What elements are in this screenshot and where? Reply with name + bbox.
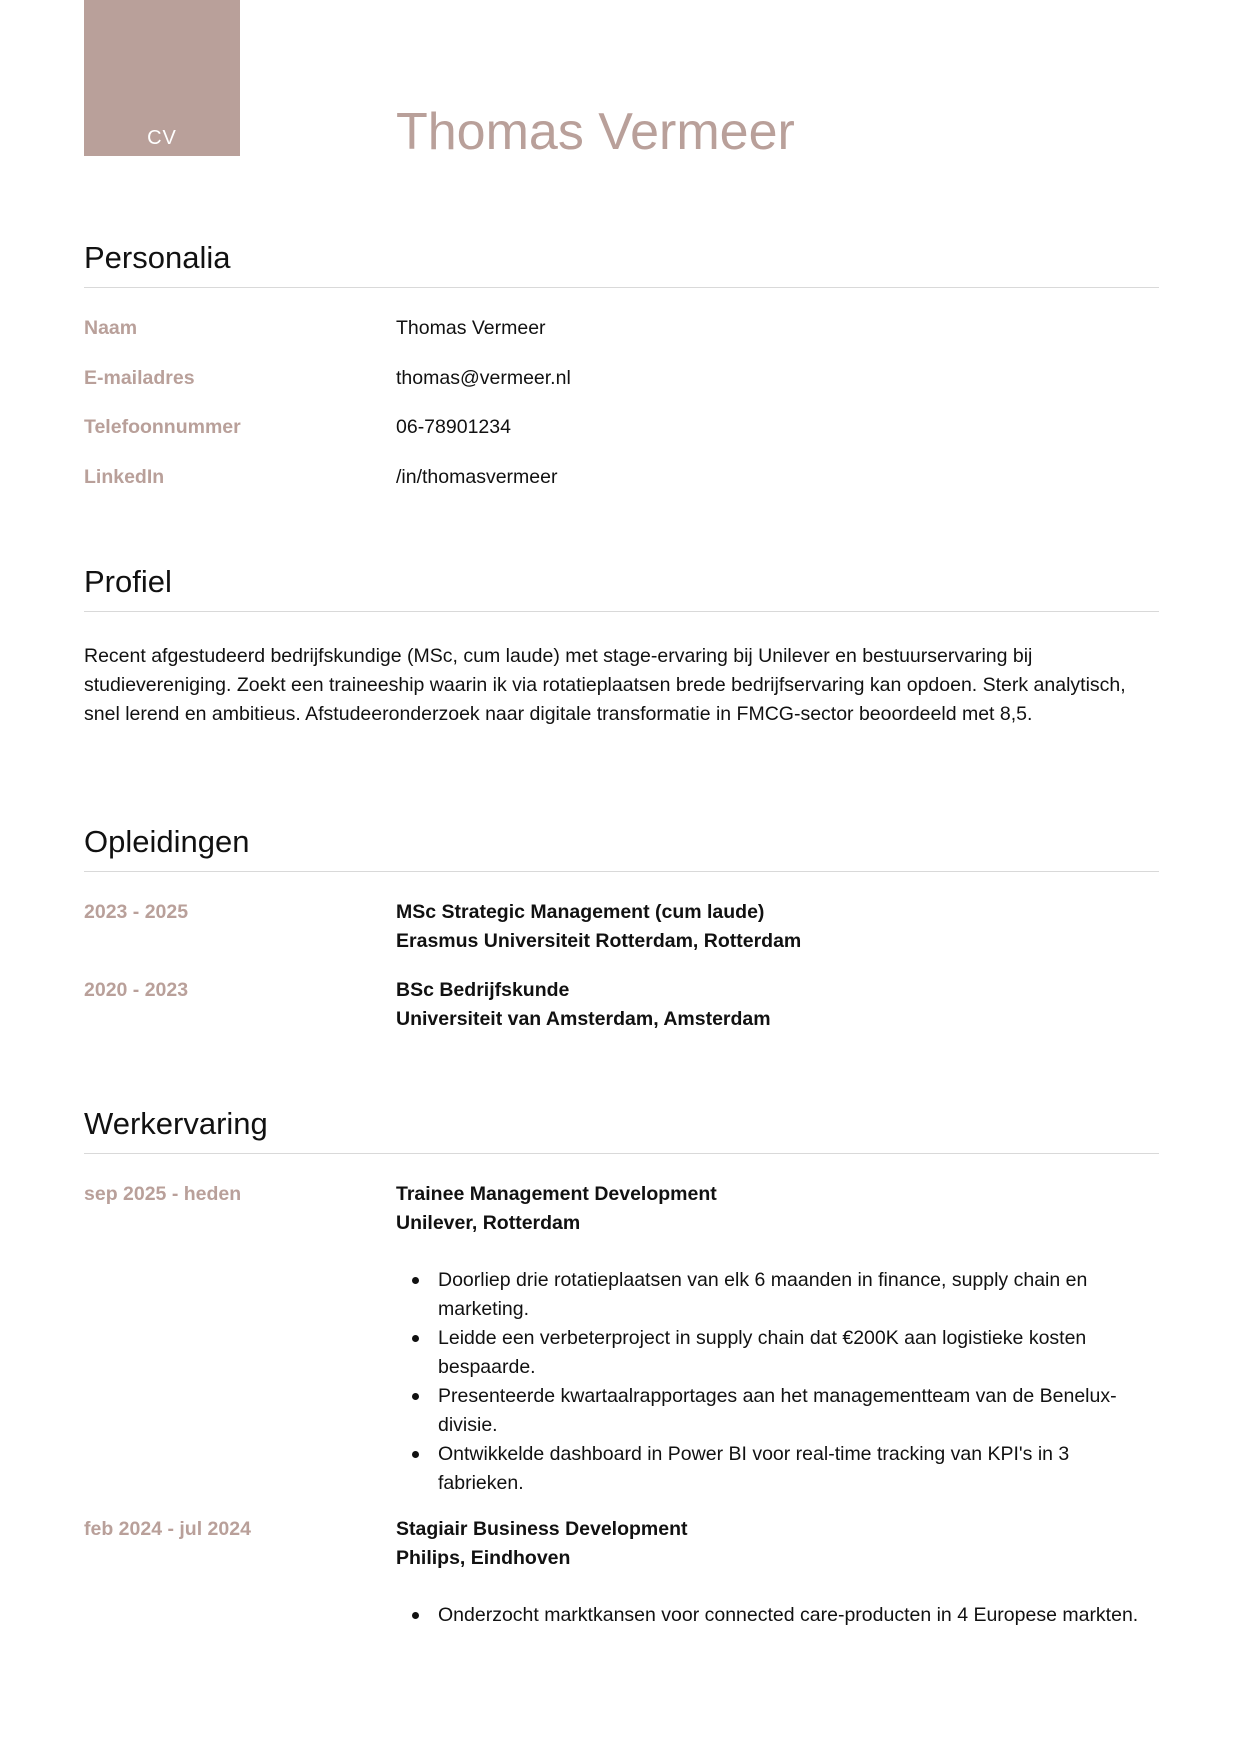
- profile-text: Recent afgestudeerd bedrijfskundige (MSc, cum laude) met stage-ervaring bij Unilever en bestuurservaring bij studievereniging. Zoekt een traineeship waarin ik via rotatieplaatsen brede bedrijfservaring kan opdoen. Sterk analytisch, snel lerend en ambitieus. Afstudeeronderzoek naar digitale transformatie in FMCG-sector beoordeeld met 8,5.: [84, 645, 1126, 725]
- work-bullet: Presenteerde kwartaalrapportages aan het managementteam van de Benelux-divisie.: [438, 1382, 1159, 1440]
- work-item: [84, 1515, 1159, 1630]
- education-institution: Universiteit van Amsterdam, Amsterdam: [396, 1008, 771, 1030]
- work-company: Philips, Eindhoven: [396, 1547, 571, 1569]
- section-profiel: [84, 566, 1159, 729]
- education-degree: MSc Strategic Management (cum laude): [396, 901, 765, 923]
- work-role: Trainee Management Development: [396, 1183, 717, 1205]
- education-item: [84, 976, 1159, 1034]
- value-naam: Thomas Vermeer: [396, 317, 546, 339]
- candidate-name: Thomas Vermeer: [396, 103, 795, 161]
- section-title-werkervaring: Werkervaring: [84, 1108, 1159, 1154]
- work-bullets: [396, 1601, 1159, 1630]
- label-telefoon: Telefoonnummer: [84, 416, 241, 438]
- work-item: [84, 1180, 1159, 1515]
- value-email: thomas@vermeer.nl: [396, 367, 571, 389]
- section-personalia: [84, 242, 1159, 492]
- work-bullet: Onderzocht marktkansen voor connected care-producten in 4 Europese markten.: [438, 1601, 1159, 1630]
- section-title-profiel: Profiel: [84, 566, 1159, 612]
- work-bullet: Doorliep drie rotatieplaatsen van elk 6 maanden in finance, supply chain en marketing.: [438, 1266, 1159, 1324]
- personalia-row-phone: [84, 413, 1159, 463]
- education-period: 2023 - 2025: [84, 901, 189, 923]
- work-bullet: Ontwikkelde dashboard in Power BI voor real-time tracking van KPI's in 3 fabrieken.: [438, 1440, 1159, 1498]
- personalia-row-name: [84, 314, 1159, 364]
- label-naam: Naam: [84, 317, 138, 339]
- work-bullet: Leidde een verbeterproject in supply chain dat €200K aan logistieke kosten bespaarde.: [438, 1324, 1159, 1382]
- personalia-row-email: [84, 364, 1159, 413]
- work-bullets: [396, 1266, 1159, 1498]
- label-linkedin: LinkedIn: [84, 466, 165, 488]
- photo-placeholder: [84, 0, 240, 156]
- education-institution: Erasmus Universiteit Rotterdam, Rotterdam: [396, 930, 802, 952]
- work-period: sep 2025 - heden: [84, 1183, 242, 1205]
- value-linkedin: /in/thomasvermeer: [396, 466, 558, 488]
- personalia-row-linkedin: [84, 463, 1159, 492]
- work-role: Stagiair Business Development: [396, 1518, 688, 1540]
- section-title-opleidingen: Opleidingen: [84, 826, 1159, 872]
- section-title-personalia: Personalia: [84, 242, 1159, 288]
- work-period: feb 2024 - jul 2024: [84, 1518, 251, 1540]
- section-werkervaring: [84, 1108, 1159, 1630]
- education-degree: BSc Bedrijfskunde: [396, 979, 570, 1001]
- education-item: [84, 898, 1159, 976]
- label-email: E-mailadres: [84, 367, 195, 389]
- work-company: Unilever, Rotterdam: [396, 1212, 581, 1234]
- value-telefoon: 06-78901234: [396, 416, 511, 438]
- education-period: 2020 - 2023: [84, 979, 189, 1001]
- section-opleidingen: [84, 826, 1159, 1034]
- photo-label: CV: [147, 127, 177, 149]
